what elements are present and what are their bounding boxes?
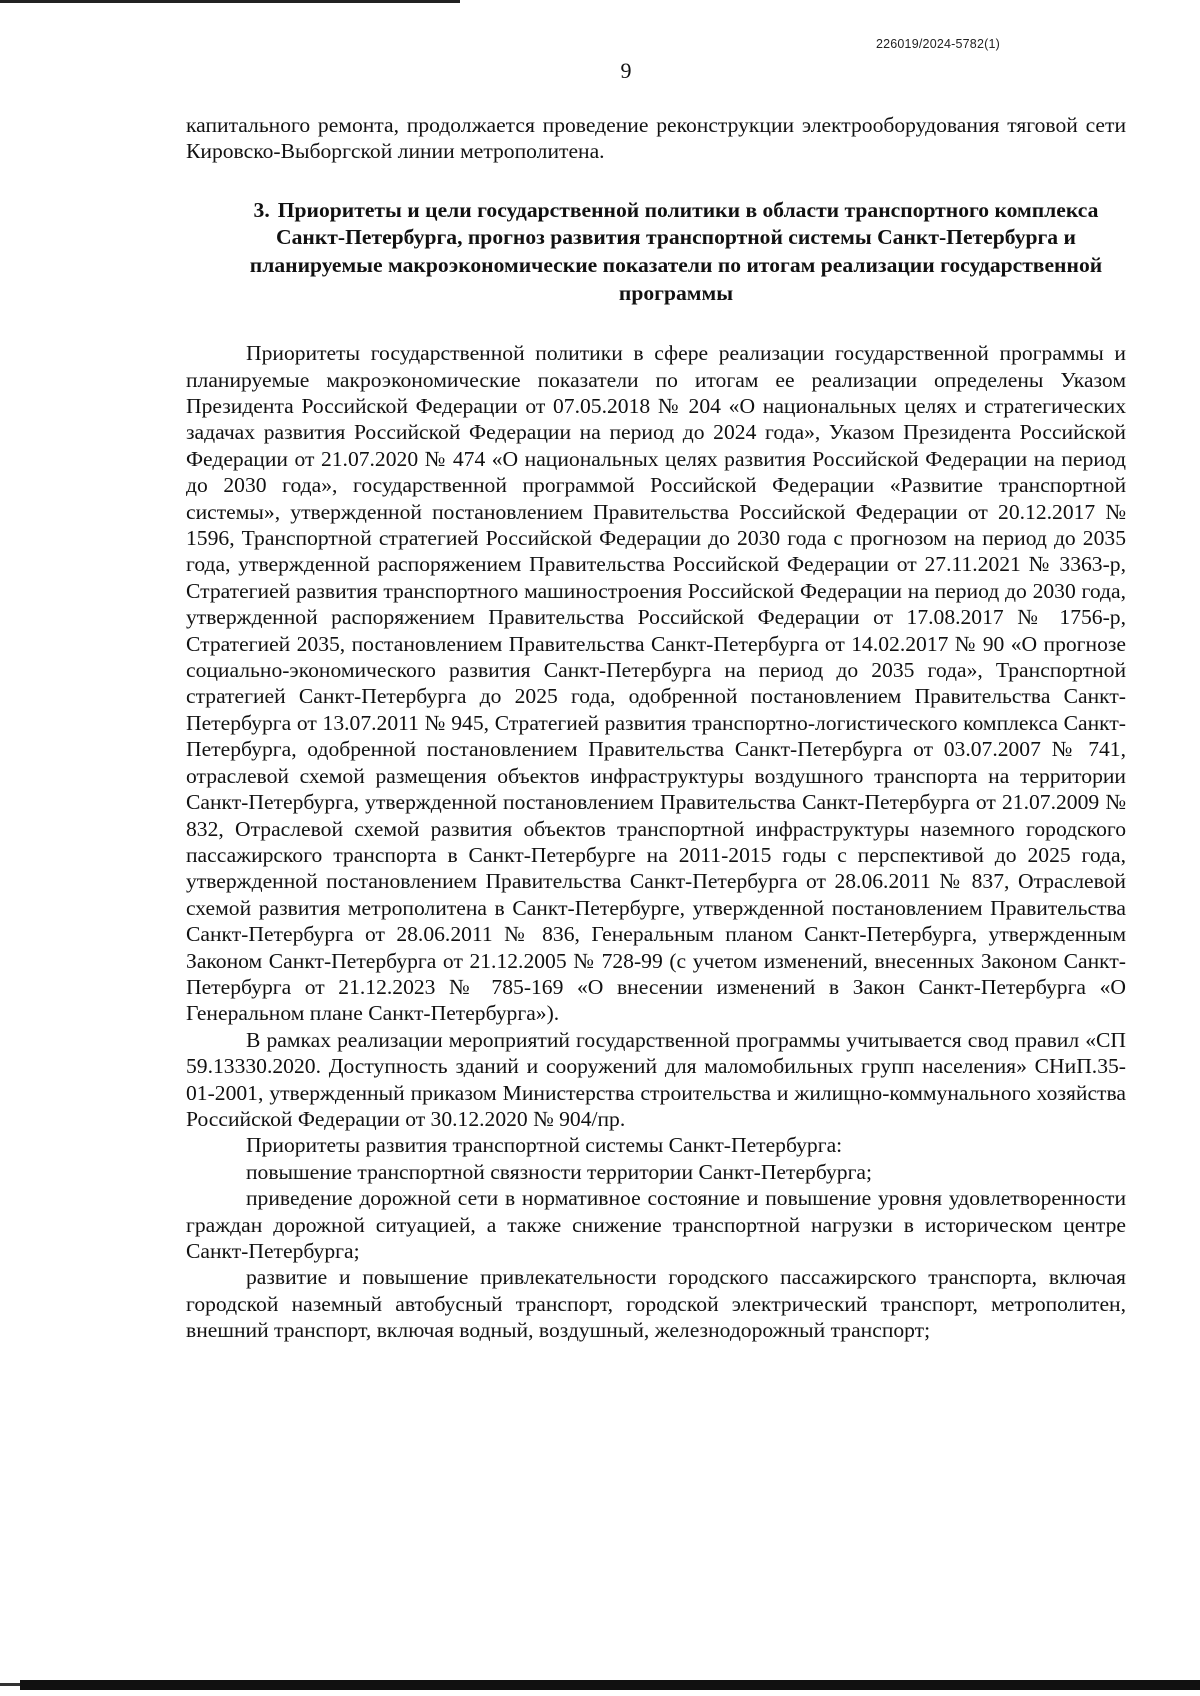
registration-number: 226019/2024-5782(1) xyxy=(875,37,1000,51)
list-item-road-network: приведение дорожной сети в нормативное состояние и повышение уровня удовлетворенности граждан дорожной ситуацией, а также снижение транспортной нагрузки в историческом центре Санкт-Петербурга; xyxy=(186,1186,1126,1263)
list-item-connectivity: повышение транспортной связности территории Санкт-Петербурга; xyxy=(246,1159,873,1184)
list-item-public-transport: развитие и повышение привлекательности городского пассажирского транспорта, включая городской наземный автобусный транспорт, городской электрический транспорт, метрополитен, внешний транспорт, включая водный, воздушный, железнодорожный транспорт; xyxy=(186,1265,1126,1343)
paragraph-priorities-sources: Приоритеты государственной политики в сфере реализации государственной программы и планируемые макроэкономические показатели по итогам ее реализации определены Указом Президента Российской Федерации от 07.05.2018 № 204 «О национальных целях и стратегических задачах развития Российской Федерации на период до 2024 года», Указом Президента Российской Федерации от 21.07.2020 № 474 «О национальных целях развития Российской Федерации на период до 2030 года», государственной программой Российской Федерации «Развитие транспортной системы», утвержденной постановлением Правительства Российской Федерации от 20.12.2017 № 1596, Транспортной стратегией Российской Федерации до 2030 года с прогнозом на период до 2035 года, утвержденной распоряжением Правительства Российской Федерации от 27.11.2021 № 3363-р, Стратегией развития транспортного машиностроения Российской Федерации на период до 2030 года, утвержденной распоряжением Правительства Российской Федерации от 17.08.2017 № 1756-р, Стратегией 2035, постановлением Правительства Санкт-Петербурга от 14.02.2017 № 90 «О прогнозе социально-экономического развития Санкт-Петербурга на период до 2035 года», Транспортной стратегией Санкт-Петербурга до 2025 года, одобренной постановлением Правительства Санкт-Петербурга от 13.07.2011 № 945, Стратегией развития транспортно-логистического комплекса Санкт-Петербурга, одобренной постановлением Правительства Санкт-Петербурга от 03.07.2007 № 741, отраслевой схемой размещения объектов инфраструктуры воздушного транспорта на территории Санкт-Петербурга, утвержденной постановлением Правительства Санкт-Петербурга от 21.07.2009 № 832, Отраслевой схемой развития объектов транспортной инфраструктуры наземного городского пассажирского транспорта в Санкт-Петербурге на 2011-2015 годы с перспективой до 2025 года, утвержденной постановлением Правительства Санкт-Петербурга от 28.06.2011 № 837, Отраслевой схемой развития метрополитена в Санкт-Петербурге, утвержденной постановлением Правительства Санкт-Петербурга от 28.06.2011 № 836, Генеральным планом Санкт-Петербурга, утвержденным Законом Санкт-Петербурга от 21.12.2005 № 728-99 (с учетом изменений, внесенных Законом Санкт-Петербурга от 21.12.2023 № 785-169 «О внесении изменений в Закон Санкт-Петербурга «О Генеральном плане Санкт-Петербурга»). xyxy=(186,341,1126,1026)
document-body xyxy=(186,112,1126,1344)
section-number: 3. xyxy=(253,197,270,222)
section-heading xyxy=(186,197,1126,307)
paragraph-accessibility-rules: В рамках реализации мероприятий государственной программы учитывается свод правил «СП 59.13330.2020. Доступность зданий и сооружений для маломобильных групп населения» СНиП.35-01-2001, утвержденный приказом Министерства строительства и жилищно-коммунального хозяйства Российской Федерации от 30.12.2020 № 904/пр. xyxy=(186,1027,1126,1131)
scan-edge-top xyxy=(0,0,460,3)
continuation-paragraph: капитального ремонта, продолжается проведение реконструкции электрооборудования тяговой сети Кировско-Выборгской линии метрополитена. xyxy=(186,113,1126,164)
section-heading-text: Приоритеты и цели государственной политики в области транспортного комплекса Санкт-Петербурга, прогноз развития транспортной системы Санкт-Петербурга и планируемые макроэкономические показатели по итогам реализации государственной программы xyxy=(249,197,1103,305)
paragraph-priorities-intro: Приоритеты развития транспортной системы Санкт-Петербурга: xyxy=(246,1133,843,1158)
page-number: 9 xyxy=(620,58,632,83)
scan-edge-bottom xyxy=(20,1680,1200,1690)
